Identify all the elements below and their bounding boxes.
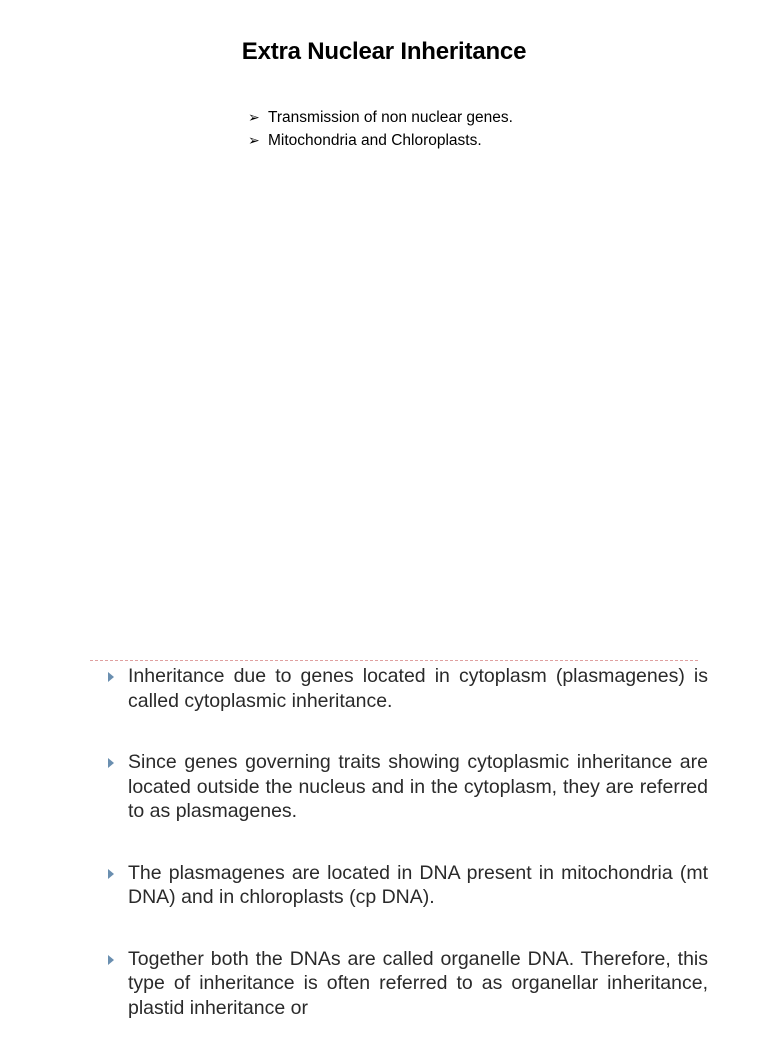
page-title: Extra Nuclear Inheritance [241, 38, 527, 65]
arrow-bullet-icon: ➢ [248, 109, 260, 125]
slide-divider [90, 660, 698, 661]
slide-bullet [104, 664, 708, 713]
slide-bullet-text: Together both the DNAs are called organelle DNA. Therefore, this type of inheritance is often referred to as organellar inheritance, plastid inheritance or [128, 947, 708, 1019]
intro-item-text: Transmission of non nuclear genes. [268, 109, 513, 126]
intro-item [248, 129, 513, 152]
triangle-bullet-icon [108, 758, 114, 768]
slide-bullet [104, 947, 708, 1021]
slide-bullet-text: Since genes governing traits showing cytoplasmic inheritance are located outside the nucleus and in the cytoplasm, they are referred to as plasmagenes. [128, 751, 708, 822]
triangle-bullet-icon [108, 672, 114, 682]
triangle-bullet-icon [108, 869, 114, 879]
slide-bullet-text: Inheritance due to genes located in cytoplasm (plasmagenes) is called cytoplasmic inheritance. [128, 665, 708, 712]
slide-bullet [104, 861, 708, 910]
slide-bullet-text: The plasmagenes are located in DNA present in mitochondria (mt DNA) and in chloroplasts (cp DNA). [128, 861, 708, 908]
arrow-bullet-icon: ➢ [248, 132, 260, 148]
intro-item-text: Mitochondria and Chloroplasts. [268, 132, 482, 149]
slide-bullet-list [104, 664, 708, 1057]
slide-bullet [104, 750, 708, 824]
intro-list [248, 106, 513, 152]
triangle-bullet-icon [108, 955, 114, 965]
intro-item [248, 106, 513, 129]
